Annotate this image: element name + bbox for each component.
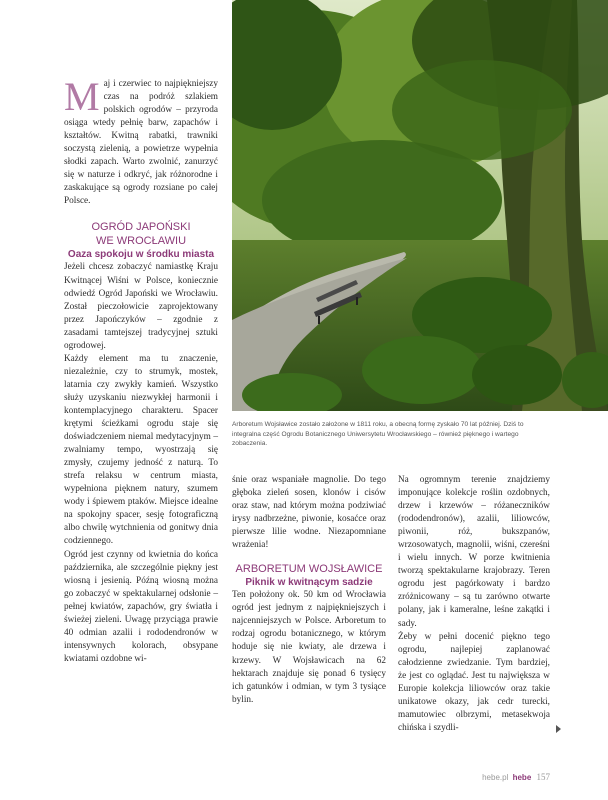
intro-paragraph xyxy=(64,74,218,208)
arboretum-image xyxy=(232,0,608,411)
photo-caption: Arboretum Wojsławice zostało założone w 1811 roku, a obecną formę zyskało 70 lat później. Dziś to integralna część Ogrodu Botanicznego Uniwersytetu Wrocławskiego – również pięknego i wartego zobaczenia. xyxy=(232,421,524,447)
drop-cap: M xyxy=(64,74,100,119)
body-paragraph: Ten położony ok. 50 km od Wrocławia ogród jest jednym z najpiękniejszych i najcenniejszych w Polsce. Arboretum to rodzaj ogrodu botanicznego, w którym hoduje się nie kwiaty, ale drzewa i krzewy. W Wojsławicach na 62 hektarach znajduje się ponad 6 tysięcy ich gatunków i odmian, w tym 3 tysiące bylin. xyxy=(232,590,386,705)
section-subtitle: Piknik w kwitnącym sadzie xyxy=(245,577,373,589)
footer-brand: hebe xyxy=(512,773,532,782)
body-paragraph: śnie oraz wspaniałe magnolie. Do tego głęboka zieleń sosen, klonów i cisów oraz staw, nad którym można podziwiać irysy nadbrzeżne, piwonie, kosaćce oraz pierwsze lilie wodne. Niezapomniane wrażenia! xyxy=(232,475,386,551)
column-3 xyxy=(398,474,550,735)
column-1 xyxy=(64,74,218,666)
body-paragraph: Żeby w pełni docenić piękno tego ogrodu, najlepiej zaplanować całodzienne zwiedzanie. Tym bardziej, że jest co oglądać. Jest tu największa w Europie kolekcja liliowców oraz takie unikatowe okazy, jak cedr turecki, mamutowiec olbrzymi, metasekwoja chińska i szydli- xyxy=(398,631,550,733)
body-paragraph: Jeżeli chcesz zobaczyć namiastkę Kraju Kwitnącej Wiśni w Polsce, koniecznie odwiedź Ogród Japoński we Wrocławiu. Został pieczołowicie zaprojektowany przez Japończyków – zgodnie z zasadami tamtejszej tradycyjnej sztuki ogrodowej. xyxy=(64,262,218,351)
footer-site: hebe.pl xyxy=(482,773,509,782)
section-title-line1: OGRÓD JAPOŃSKI xyxy=(91,221,191,234)
section-title: ARBORETUM WOJSŁAWICE xyxy=(235,563,383,576)
body-paragraph: Ogród jest czynny od kwietnia do końca października, ale szczególnie piękny jest wiosną i jesienią. Późną wiosną można go zobaczyć w spektakularnej odsłonie – pełnej kwiatów, zapachów, gry światła i świeżej zieleni. Uwagę przyciąga prawie 40 odmian azalii i rododendronów w intensywnych kolorach, obsypane kwiatami ozdobne wi- xyxy=(64,549,218,664)
garden-photo xyxy=(232,0,608,411)
column-2 xyxy=(232,474,386,707)
page-number: 157 xyxy=(536,772,550,782)
intro-text: aj i czerwiec to najpiękniejszy czas na podróż szlakiem polskich ogrodów – przyroda osiąga wtedy pełnię barw, zapachów i kształtów. Kwitną rabatki, trawniki soczystą zielenią, a powietrze wypełnia słodki zapach. Warto zwolnić, zanurzyć się w naturze i odkryć, jak różnorodne i zaskakujące są ogrody rozsiane po całej Polsce. xyxy=(64,79,218,207)
continue-arrow-icon xyxy=(556,725,561,733)
body-paragraph: Każdy element ma tu znaczenie, niezależnie, czy to strumyk, mostek, latarnia czy zwykły kamień. Wszystko służy uzyskaniu niezwykłej harmonii i kontemplacyjnego charakteru. Spacer krętymi ścieżkami ogrodu staje się doświadczeniem niemal medytacyjnym – zwalniamy tempo, wyostrzają się zmysły, czujemy jedność z naturą. To strefa relaksu w centrum miasta, wypełniona pięknem natury, szumem wody i śpiewem ptaków. Miejsce idealne na spokojny spacer, sesję fotograficzną albo chwilę wytchnienia od gonitwy dnia codziennego. xyxy=(64,353,218,547)
section-title-line2: WE WROCŁAWIU xyxy=(95,235,187,248)
body-paragraph: Na ogromnym terenie znajdziemy imponujące kolekcje roślin ozdobnych, drzew i krzewów – różaneczników (rododendronów), azalii, liliowców, piwonii, róż, bukszpanów, wrzosowatych, magnolii, wiśni, czereśni i wielu innych. W porze kwitnienia tworzą spektakularne krajobrazy. Teren ogrodu jest pagórkowaty i bardzo zróżnicowany – są tu zarówno otwarte polany, jak i kameralne, leśne zakątki i sady. xyxy=(398,475,550,629)
section-subtitle: Oaza spokoju w środku miasta xyxy=(67,249,215,261)
page-footer xyxy=(482,772,550,782)
